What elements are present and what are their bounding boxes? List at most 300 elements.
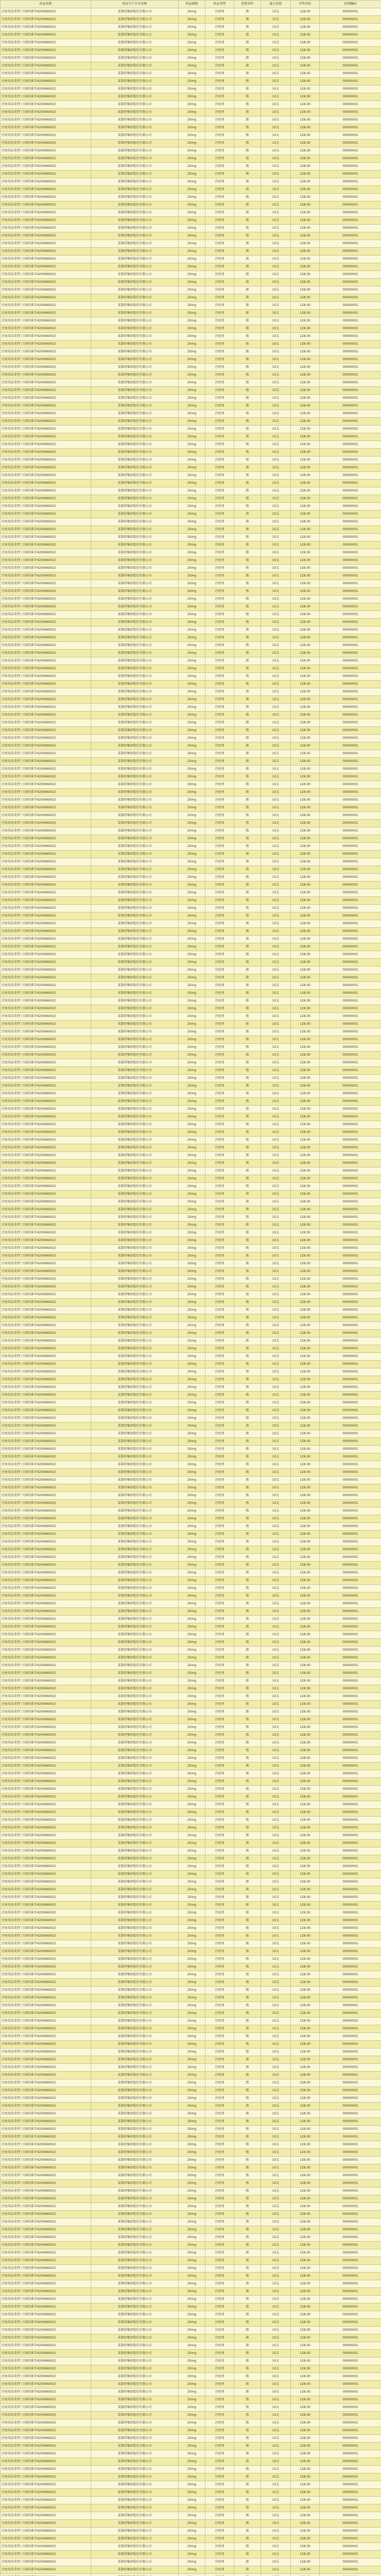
cell-drug-name: 注射用法莫替丁(国药准字H20066002) — [1, 511, 91, 518]
table-row — [1, 2466, 381, 2473]
cell-price: 128.00 — [291, 1639, 320, 1647]
cell-dosage-form: 注射剂 — [205, 2466, 234, 2473]
cell-manufacturer: 某制药集团股份有限公司 — [91, 905, 179, 912]
cell-price: 128.00 — [291, 402, 320, 410]
cell-dosage-form: 注射剂 — [205, 1013, 234, 1021]
cell-min-package: 10支 — [261, 1028, 291, 1036]
cell-code: 00000001 — [320, 248, 381, 256]
cell-spec: 20mg — [179, 882, 205, 889]
cell-price: 128.00 — [291, 302, 320, 310]
cell-dosage-form: 注射剂 — [205, 1222, 234, 1229]
table-row — [1, 395, 381, 402]
cell-code: 00000001 — [320, 1724, 381, 1732]
cell-drug-name: 注射用法莫替丁(国药准字H20066002) — [1, 2079, 91, 2087]
cell-manufacturer: 某制药集团股份有限公司 — [91, 1036, 179, 1044]
cell-spec: 20mg — [179, 232, 205, 240]
cell-spec: 20mg — [179, 1693, 205, 1701]
cell-spec: 20mg — [179, 2064, 205, 2072]
cell-spec: 20mg — [179, 1399, 205, 1407]
cell-drug-name: 注射用法莫替丁(国药准字H20066002) — [1, 1538, 91, 1546]
cell-dosage-form: 注射剂 — [205, 1592, 234, 1600]
cell-price: 128.00 — [291, 820, 320, 827]
cell-spec: 20mg — [179, 2566, 205, 2574]
cell-package-unit: 瓶 — [234, 1933, 261, 1940]
cell-dosage-form: 注射剂 — [205, 1098, 234, 1106]
column-header-manufacturer: 药品生产企业名称 — [91, 1, 179, 8]
cell-dosage-form: 注射剂 — [205, 1214, 234, 1222]
table-row — [1, 2157, 381, 2164]
cell-min-package: 10支 — [261, 426, 291, 433]
cell-drug-name: 注射用法莫替丁(国药准字H20066002) — [1, 596, 91, 603]
cell-price: 128.00 — [291, 93, 320, 101]
cell-code: 00000001 — [320, 1994, 381, 2002]
column-header-min-package: 最小包装 — [261, 1, 291, 8]
cell-min-package: 10支 — [261, 271, 291, 279]
cell-code: 00000001 — [320, 2350, 381, 2358]
cell-dosage-form: 注射剂 — [205, 2535, 234, 2543]
cell-spec: 20mg — [179, 997, 205, 1005]
cell-spec: 20mg — [179, 93, 205, 101]
cell-package-unit: 瓶 — [234, 371, 261, 379]
cell-package-unit: 瓶 — [234, 1809, 261, 1817]
cell-price: 128.00 — [291, 1167, 320, 1175]
cell-dosage-form: 注射剂 — [205, 1337, 234, 1345]
cell-dosage-form: 注射剂 — [205, 2350, 234, 2358]
cell-package-unit: 瓶 — [234, 1739, 261, 1747]
cell-manufacturer: 某制药集团股份有限公司 — [91, 1824, 179, 1832]
cell-code: 00000001 — [320, 1322, 381, 1330]
table-row — [1, 147, 381, 155]
cell-drug-name: 注射用法莫替丁(国药准字H20066002) — [1, 758, 91, 766]
cell-drug-name: 注射用法莫替丁(国药准字H20066002) — [1, 2512, 91, 2520]
cell-package-unit: 瓶 — [234, 2265, 261, 2273]
table-row — [1, 1809, 381, 1817]
cell-code: 00000001 — [320, 2010, 381, 2018]
cell-package-unit: 瓶 — [234, 93, 261, 101]
cell-min-package: 10支 — [261, 1515, 291, 1523]
cell-price: 128.00 — [291, 1592, 320, 1600]
cell-code: 00000001 — [320, 2466, 381, 2473]
cell-code: 00000001 — [320, 943, 381, 951]
cell-min-package: 10支 — [261, 232, 291, 240]
cell-spec: 20mg — [179, 2033, 205, 2041]
table-row — [1, 1407, 381, 1415]
cell-min-package: 10支 — [261, 1222, 291, 1229]
cell-drug-name: 注射用法莫替丁(国药准字H20066002) — [1, 827, 91, 835]
cell-price: 128.00 — [291, 2528, 320, 2535]
cell-dosage-form: 注射剂 — [205, 2358, 234, 2365]
cell-price: 128.00 — [291, 2458, 320, 2466]
cell-package-unit: 瓶 — [234, 1237, 261, 1245]
cell-manufacturer: 某制药集团股份有限公司 — [91, 2504, 179, 2512]
cell-package-unit: 瓶 — [234, 874, 261, 882]
cell-manufacturer: 某制药集团股份有限公司 — [91, 86, 179, 93]
cell-min-package: 10支 — [261, 1708, 291, 1716]
table-row — [1, 201, 381, 209]
cell-price: 128.00 — [291, 1507, 320, 1515]
cell-dosage-form: 注射剂 — [205, 1129, 234, 1137]
cell-package-unit: 瓶 — [234, 1098, 261, 1106]
cell-code: 00000001 — [320, 2334, 381, 2342]
cell-package-unit: 瓶 — [234, 742, 261, 750]
cell-manufacturer: 某制药集团股份有限公司 — [91, 982, 179, 990]
cell-dosage-form: 注射剂 — [205, 2126, 234, 2133]
cell-min-package: 10支 — [261, 2350, 291, 2358]
cell-drug-name: 注射用法莫替丁(国药准字H20066002) — [1, 773, 91, 781]
cell-spec: 20mg — [179, 2342, 205, 2350]
cell-price: 128.00 — [291, 1747, 320, 1755]
cell-min-package: 10支 — [261, 681, 291, 688]
cell-manufacturer: 某制药集团股份有限公司 — [91, 93, 179, 101]
cell-manufacturer: 某制药集团股份有限公司 — [91, 704, 179, 711]
cell-min-package: 10支 — [261, 109, 291, 116]
cell-package-unit: 瓶 — [234, 1654, 261, 1662]
table-row — [1, 101, 381, 109]
cell-code: 00000001 — [320, 333, 381, 341]
cell-price: 128.00 — [291, 1198, 320, 1206]
cell-manufacturer: 某制药集团股份有限公司 — [91, 1616, 179, 1623]
cell-manufacturer: 某制药集团股份有限公司 — [91, 8, 179, 16]
cell-dosage-form: 注射剂 — [205, 858, 234, 866]
cell-code: 00000001 — [320, 2388, 381, 2396]
table-row — [1, 959, 381, 967]
cell-spec: 20mg — [179, 1902, 205, 1909]
cell-spec: 20mg — [179, 310, 205, 317]
cell-spec: 20mg — [179, 2327, 205, 2334]
cell-min-package: 10支 — [261, 1121, 291, 1129]
cell-package-unit: 瓶 — [234, 201, 261, 209]
cell-package-unit: 瓶 — [234, 1021, 261, 1028]
cell-code: 00000001 — [320, 580, 381, 588]
cell-drug-name: 注射用法莫替丁(国药准字H20066002) — [1, 2466, 91, 2473]
cell-manufacturer: 某制药集团股份有限公司 — [91, 1361, 179, 1368]
cell-min-package: 10支 — [261, 596, 291, 603]
cell-price: 128.00 — [291, 1654, 320, 1662]
cell-spec: 20mg — [179, 2535, 205, 2543]
table-row — [1, 194, 381, 201]
cell-price: 128.00 — [291, 2303, 320, 2311]
cell-manufacturer: 某制药集团股份有限公司 — [91, 565, 179, 572]
cell-drug-name: 注射用法莫替丁(国药准字H20066002) — [1, 387, 91, 395]
cell-dosage-form: 注射剂 — [205, 171, 234, 178]
cell-manufacturer: 某制药集团股份有限公司 — [91, 1167, 179, 1175]
cell-price: 128.00 — [291, 1384, 320, 1392]
cell-dosage-form: 注射剂 — [205, 2558, 234, 2566]
cell-spec: 20mg — [179, 1121, 205, 1129]
cell-drug-name: 注射用法莫替丁(国药准字H20066002) — [1, 1878, 91, 1886]
cell-manufacturer: 某制药集团股份有限公司 — [91, 936, 179, 943]
cell-min-package: 10支 — [261, 673, 291, 681]
cell-manufacturer: 某制药集团股份有限公司 — [91, 24, 179, 31]
cell-manufacturer: 某制药集团股份有限公司 — [91, 410, 179, 418]
cell-code: 00000001 — [320, 1005, 381, 1013]
cell-spec: 20mg — [179, 1268, 205, 1276]
cell-package-unit: 瓶 — [234, 673, 261, 681]
cell-drug-name: 注射用法莫替丁(国药准字H20066002) — [1, 997, 91, 1005]
cell-dosage-form: 注射剂 — [205, 1677, 234, 1685]
table-row — [1, 889, 381, 897]
cell-code: 00000001 — [320, 2381, 381, 2388]
cell-price: 128.00 — [291, 2473, 320, 2481]
cell-package-unit: 瓶 — [234, 1871, 261, 1878]
cell-code: 00000001 — [320, 1824, 381, 1832]
cell-min-package: 10支 — [261, 1670, 291, 1677]
cell-package-unit: 瓶 — [234, 1152, 261, 1160]
cell-code: 00000001 — [320, 657, 381, 665]
cell-spec: 20mg — [179, 735, 205, 742]
cell-spec: 20mg — [179, 2141, 205, 2149]
cell-dosage-form: 注射剂 — [205, 711, 234, 719]
cell-code: 00000001 — [320, 140, 381, 147]
cell-min-package: 10支 — [261, 1616, 291, 1623]
cell-manufacturer: 某制药集团股份有限公司 — [91, 1430, 179, 1438]
cell-price: 128.00 — [291, 464, 320, 472]
cell-dosage-form: 注射剂 — [205, 1732, 234, 1739]
cell-package-unit: 瓶 — [234, 1322, 261, 1330]
cell-manufacturer: 某制药集团股份有限公司 — [91, 1917, 179, 1925]
cell-drug-name: 注射用法莫替丁(国药准字H20066002) — [1, 526, 91, 534]
cell-drug-name: 注射用法莫替丁(国药准字H20066002) — [1, 634, 91, 642]
table-row — [1, 1430, 381, 1438]
cell-price: 128.00 — [291, 603, 320, 611]
cell-min-package: 10支 — [261, 1886, 291, 1894]
cell-code: 00000001 — [320, 1191, 381, 1198]
cell-min-package: 10支 — [261, 1677, 291, 1685]
table-row — [1, 1747, 381, 1755]
cell-spec: 20mg — [179, 364, 205, 371]
cell-drug-name: 注射用法莫替丁(国药准字H20066002) — [1, 55, 91, 62]
table-row — [1, 109, 381, 116]
cell-dosage-form: 注射剂 — [205, 1484, 234, 1492]
cell-manufacturer: 某制药集团股份有限公司 — [91, 1098, 179, 1106]
cell-dosage-form: 注射剂 — [205, 1848, 234, 1855]
cell-package-unit: 瓶 — [234, 2157, 261, 2164]
cell-code: 00000001 — [320, 86, 381, 93]
cell-min-package: 10支 — [261, 2365, 291, 2373]
cell-dosage-form: 注射剂 — [205, 1979, 234, 1987]
table-row — [1, 433, 381, 441]
cell-spec: 20mg — [179, 2303, 205, 2311]
cell-manufacturer: 某制药集团股份有限公司 — [91, 402, 179, 410]
cell-code: 00000001 — [320, 835, 381, 843]
table-row — [1, 897, 381, 905]
cell-manufacturer: 某制药集团股份有限公司 — [91, 1523, 179, 1531]
cell-code: 00000001 — [320, 1739, 381, 1747]
cell-min-package: 10支 — [261, 2303, 291, 2311]
cell-spec: 20mg — [179, 1361, 205, 1368]
cell-package-unit: 瓶 — [234, 1554, 261, 1562]
cell-code: 00000001 — [320, 518, 381, 526]
cell-price: 128.00 — [291, 2072, 320, 2079]
cell-min-package: 10支 — [261, 24, 291, 31]
cell-price: 128.00 — [291, 1152, 320, 1160]
cell-spec: 20mg — [179, 2473, 205, 2481]
cell-manufacturer: 某制药集团股份有限公司 — [91, 2543, 179, 2551]
cell-drug-name: 注射用法莫替丁(国药准字H20066002) — [1, 1693, 91, 1701]
cell-package-unit: 瓶 — [234, 1191, 261, 1198]
cell-price: 128.00 — [291, 449, 320, 456]
cell-code: 00000001 — [320, 1299, 381, 1307]
cell-package-unit: 瓶 — [234, 1677, 261, 1685]
cell-drug-name: 注射用法莫替丁(国药准字H20066002) — [1, 2118, 91, 2126]
cell-spec: 20mg — [179, 1345, 205, 1353]
cell-min-package: 10支 — [261, 766, 291, 773]
cell-manufacturer: 某制药集团股份有限公司 — [91, 882, 179, 889]
cell-manufacturer: 某制药集团股份有限公司 — [91, 796, 179, 804]
cell-dosage-form: 注射剂 — [205, 1082, 234, 1090]
cell-code: 00000001 — [320, 240, 381, 248]
cell-manufacturer: 某制药集团股份有限公司 — [91, 387, 179, 395]
cell-package-unit: 瓶 — [234, 2473, 261, 2481]
cell-drug-name: 注射用法莫替丁(国药准字H20066002) — [1, 650, 91, 657]
cell-drug-name: 注射用法莫替丁(国药准字H20066002) — [1, 1948, 91, 1956]
cell-package-unit: 瓶 — [234, 217, 261, 225]
cell-price: 128.00 — [291, 642, 320, 650]
cell-dosage-form: 注射剂 — [205, 279, 234, 286]
cell-manufacturer: 某制药集团股份有限公司 — [91, 55, 179, 62]
cell-price: 128.00 — [291, 1322, 320, 1330]
cell-code: 00000001 — [320, 2002, 381, 2010]
cell-manufacturer: 某制药集团股份有限公司 — [91, 2149, 179, 2157]
cell-dosage-form: 注射剂 — [205, 1716, 234, 1724]
cell-manufacturer: 某制药集团股份有限公司 — [91, 2157, 179, 2164]
cell-manufacturer: 某制药集团股份有限公司 — [91, 889, 179, 897]
cell-spec: 20mg — [179, 1971, 205, 1979]
cell-spec: 20mg — [179, 2280, 205, 2288]
cell-price: 128.00 — [291, 1160, 320, 1167]
cell-manufacturer: 某制药集团股份有限公司 — [91, 356, 179, 364]
cell-package-unit: 瓶 — [234, 1732, 261, 1739]
cell-min-package: 10支 — [261, 2388, 291, 2396]
cell-manufacturer: 某制药集团股份有限公司 — [91, 2118, 179, 2126]
table-row — [1, 1971, 381, 1979]
table-row — [1, 24, 381, 31]
cell-drug-name: 注射用法莫替丁(国药准字H20066002) — [1, 1052, 91, 1059]
cell-dosage-form: 注射剂 — [205, 2404, 234, 2412]
cell-price: 128.00 — [291, 8, 320, 16]
cell-manufacturer: 某制药集团股份有限公司 — [91, 1283, 179, 1291]
cell-min-package: 10支 — [261, 773, 291, 781]
cell-manufacturer: 某制药集团股份有限公司 — [91, 1121, 179, 1129]
table-row — [1, 1956, 381, 1963]
cell-spec: 20mg — [179, 1747, 205, 1755]
cell-spec: 20mg — [179, 843, 205, 851]
cell-min-package: 10支 — [261, 2249, 291, 2257]
cell-code: 00000001 — [320, 990, 381, 997]
cell-manufacturer: 某制药集团股份有限公司 — [91, 2334, 179, 2342]
cell-package-unit: 瓶 — [234, 1392, 261, 1399]
cell-code: 00000001 — [320, 967, 381, 974]
cell-dosage-form: 注射剂 — [205, 1639, 234, 1647]
cell-package-unit: 瓶 — [234, 1314, 261, 1322]
table-row — [1, 2087, 381, 2095]
cell-drug-name: 注射用法莫替丁(国药准字H20066002) — [1, 1415, 91, 1422]
cell-min-package: 10支 — [261, 2458, 291, 2466]
cell-drug-name: 注射用法莫替丁(国药准字H20066002) — [1, 341, 91, 348]
cell-dosage-form: 注射剂 — [205, 2226, 234, 2234]
cell-min-package: 10支 — [261, 39, 291, 47]
cell-code: 00000001 — [320, 2489, 381, 2497]
cell-package-unit: 瓶 — [234, 2079, 261, 2087]
table-row — [1, 1175, 381, 1183]
cell-manufacturer: 某制药集团股份有限公司 — [91, 711, 179, 719]
cell-price: 128.00 — [291, 1824, 320, 1832]
cell-spec: 20mg — [179, 101, 205, 109]
cell-drug-name: 注射用法莫替丁(国药准字H20066002) — [1, 1376, 91, 1384]
cell-package-unit: 瓶 — [234, 2203, 261, 2211]
cell-package-unit: 瓶 — [234, 209, 261, 217]
cell-drug-name: 注射用法莫替丁(国药准字H20066002) — [1, 1677, 91, 1685]
cell-drug-name: 注射用法莫替丁(国药准字H20066002) — [1, 86, 91, 93]
cell-price: 128.00 — [291, 1670, 320, 1677]
cell-drug-name: 注射用法莫替丁(国药准字H20066002) — [1, 163, 91, 171]
cell-drug-name: 注射用法莫替丁(国药准字H20066002) — [1, 1500, 91, 1507]
cell-drug-name: 注射用法莫替丁(国药准字H20066002) — [1, 2025, 91, 2033]
cell-package-unit: 瓶 — [234, 1515, 261, 1523]
cell-dosage-form: 注射剂 — [205, 356, 234, 364]
cell-min-package: 10支 — [261, 86, 291, 93]
cell-code: 00000001 — [320, 1268, 381, 1276]
cell-spec: 20mg — [179, 2481, 205, 2489]
cell-min-package: 10支 — [261, 47, 291, 55]
cell-package-unit: 瓶 — [234, 688, 261, 696]
cell-spec: 20mg — [179, 1948, 205, 1956]
cell-code: 00000001 — [320, 1948, 381, 1956]
table-row — [1, 271, 381, 279]
cell-spec: 20mg — [179, 1647, 205, 1654]
cell-price: 128.00 — [291, 1963, 320, 1971]
cell-drug-name: 注射用法莫替丁(国药准字H20066002) — [1, 1337, 91, 1345]
cell-spec: 20mg — [179, 348, 205, 356]
cell-package-unit: 瓶 — [234, 1059, 261, 1067]
cell-spec: 20mg — [179, 1222, 205, 1229]
table-row — [1, 2095, 381, 2103]
cell-min-package: 10支 — [261, 1198, 291, 1206]
cell-min-package: 10支 — [261, 240, 291, 248]
cell-min-package: 10支 — [261, 2450, 291, 2458]
table-row — [1, 1453, 381, 1461]
cell-spec: 20mg — [179, 2504, 205, 2512]
table-row — [1, 2103, 381, 2110]
cell-price: 128.00 — [291, 55, 320, 62]
cell-price: 128.00 — [291, 356, 320, 364]
cell-drug-name: 注射用法莫替丁(国药准字H20066002) — [1, 1252, 91, 1260]
cell-code: 00000001 — [320, 959, 381, 967]
cell-min-package: 10支 — [261, 2157, 291, 2164]
cell-spec: 20mg — [179, 967, 205, 974]
cell-drug-name: 注射用法莫替丁(国药准字H20066002) — [1, 1531, 91, 1538]
cell-min-package: 10支 — [261, 518, 291, 526]
cell-drug-name: 注射用法莫替丁(国药准字H20066002) — [1, 2010, 91, 2018]
table-row — [1, 2172, 381, 2180]
cell-min-package: 10支 — [261, 62, 291, 70]
cell-dosage-form: 注射剂 — [205, 1971, 234, 1979]
cell-spec: 20mg — [179, 1585, 205, 1592]
cell-spec: 20mg — [179, 47, 205, 55]
cell-drug-name: 注射用法莫替丁(国药准字H20066002) — [1, 1291, 91, 1299]
cell-min-package: 10支 — [261, 657, 291, 665]
cell-code: 00000001 — [320, 116, 381, 124]
cell-manufacturer: 某制药集团股份有限公司 — [91, 1044, 179, 1052]
table-row — [1, 186, 381, 194]
cell-spec: 20mg — [179, 2381, 205, 2388]
cell-manufacturer: 某制药集团股份有限公司 — [91, 1585, 179, 1592]
cell-code: 00000001 — [320, 572, 381, 580]
cell-price: 128.00 — [291, 704, 320, 711]
cell-manufacturer: 某制药集团股份有限公司 — [91, 1222, 179, 1229]
cell-price: 128.00 — [291, 773, 320, 781]
cell-package-unit: 瓶 — [234, 248, 261, 256]
